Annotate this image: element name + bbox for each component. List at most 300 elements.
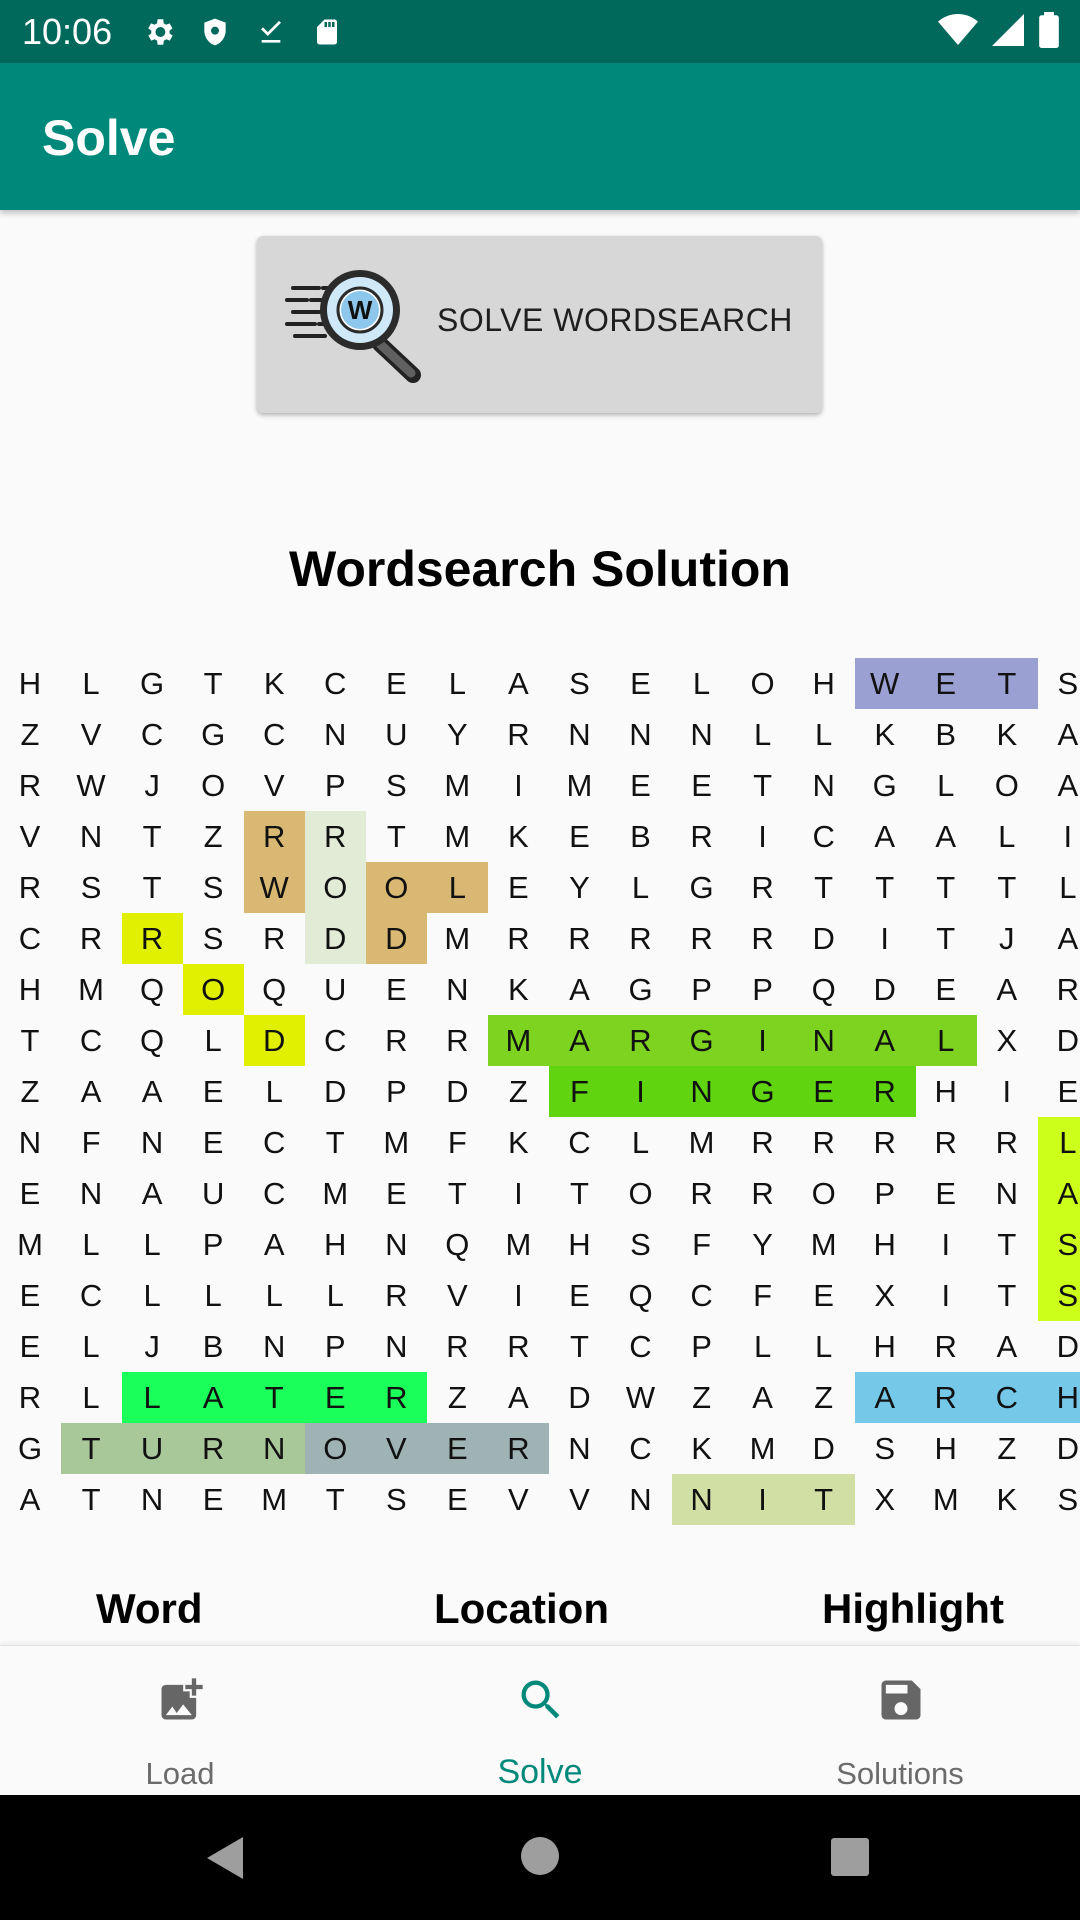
download-done-icon — [252, 13, 290, 51]
grid-cell: M — [322, 1176, 350, 1211]
grid-cell: L — [937, 768, 956, 803]
grid-cell: R — [873, 1125, 897, 1160]
grid-cell: N — [79, 819, 104, 854]
grid-cell: I — [1002, 1074, 1013, 1109]
grid-cell: R — [934, 1329, 958, 1364]
grid-cell: E — [202, 1125, 225, 1160]
grid-cell: N — [568, 1431, 592, 1466]
grid-cell: P — [324, 768, 347, 803]
grid-cell: V — [569, 1482, 591, 1517]
grid-cell: N — [812, 1023, 836, 1058]
grid-cell: A — [874, 819, 897, 854]
grid-cell: R — [1056, 972, 1080, 1007]
grid-cell: O — [323, 1431, 349, 1466]
grid-cell: P — [691, 1329, 713, 1364]
grid-cell: A — [1057, 768, 1080, 803]
grid-cell: R — [385, 1380, 409, 1415]
grid-cell: B — [202, 1329, 225, 1364]
grid-cell: L — [631, 870, 651, 905]
grid-cell: R — [324, 819, 348, 854]
grid-cell: E — [813, 1278, 835, 1313]
grid-cell: E — [569, 819, 591, 854]
grid-cell: M — [505, 1227, 533, 1262]
grid-cell: H — [812, 666, 836, 701]
grid-cell: A — [141, 1176, 164, 1211]
grid-cell: R — [79, 921, 104, 956]
grid-cell: M — [261, 1482, 289, 1517]
grid-cell: F — [753, 1278, 774, 1313]
grid-cell: S — [630, 1227, 652, 1262]
grid-cell: I — [514, 1278, 524, 1313]
grid-cell: C — [995, 1380, 1019, 1415]
wordsearch-grid — [0, 658, 1080, 1524]
grid-cell: L — [82, 1380, 101, 1415]
grid-cell: O — [994, 768, 1020, 803]
grid-cell: V — [19, 819, 42, 854]
grid-cell: A — [80, 1074, 103, 1109]
grid-cell: K — [874, 717, 897, 752]
grid-cell: R — [18, 1380, 43, 1415]
grid-cell: R — [18, 768, 43, 803]
grid-cell: L — [631, 1125, 651, 1160]
grid-cell: K — [996, 1482, 1019, 1517]
grid-cell: W — [625, 1380, 657, 1415]
grid-cell: L — [815, 1329, 834, 1364]
grid-cell: N — [995, 1176, 1019, 1211]
grid-cell: R — [751, 870, 775, 905]
search-icon — [515, 1674, 567, 1726]
grid-cell: C — [262, 1125, 287, 1160]
grid-cell: A — [996, 1329, 1019, 1364]
grid-cell: Q — [445, 1227, 471, 1262]
grid-cell: A — [263, 1227, 286, 1262]
grid-cell: H — [1056, 1380, 1080, 1415]
grid-cell: Y — [447, 717, 469, 752]
grid-cell: N — [262, 1431, 287, 1466]
grid-cell: R — [751, 921, 775, 956]
grid-cell: R — [446, 1023, 470, 1058]
grid-cell: A — [996, 972, 1019, 1007]
grid-cell: A — [1057, 921, 1080, 956]
grid-cell: E — [935, 666, 958, 701]
grid-cell: E — [385, 1176, 408, 1211]
grid-cell: R — [690, 921, 714, 956]
grid-cell: M — [932, 1482, 960, 1517]
grid-cell: T — [81, 1482, 102, 1517]
grid-cell: D — [812, 921, 836, 956]
grid-cell: W — [259, 870, 290, 905]
grid-cell: L — [204, 1023, 223, 1058]
grid-cell: L — [937, 1023, 956, 1058]
grid-cell: O — [750, 666, 776, 701]
grid-cell: N — [690, 717, 714, 752]
grid-cell: E — [447, 1482, 469, 1517]
grid-cell: Q — [140, 972, 166, 1007]
grid-cell: R — [507, 717, 531, 752]
grid-cell: G — [201, 717, 227, 752]
nav-label-solutions: Solutions — [836, 1756, 964, 1791]
grid-cell: J — [144, 768, 161, 803]
grid-cell: I — [941, 1278, 952, 1313]
grid-cell: E — [324, 1380, 347, 1415]
nav-label-load: Load — [145, 1756, 215, 1791]
grid-cell: C — [262, 717, 287, 752]
grid-cell: O — [201, 972, 227, 1007]
grid-cell: E — [1057, 1074, 1080, 1109]
grid-cell: J — [999, 921, 1016, 956]
app-bar — [0, 63, 1080, 210]
grid-cell: F — [692, 1227, 713, 1262]
grid-cell: S — [874, 1431, 897, 1466]
grid-cell: T — [20, 1023, 41, 1058]
column-header-word: Word — [96, 1585, 203, 1632]
grid-cell: E — [19, 1329, 42, 1364]
grid-cell: E — [630, 768, 652, 803]
grid-cell: R — [385, 1278, 409, 1313]
grid-cell: R — [446, 1329, 470, 1364]
grid-cell: H — [934, 1431, 958, 1466]
grid-cell: E — [813, 1074, 835, 1109]
grid-cell: D — [812, 1431, 836, 1466]
grid-cell: R — [201, 1431, 226, 1466]
back-icon[interactable] — [203, 1835, 247, 1881]
grid-cell: I — [514, 768, 524, 803]
grid-cell: C — [629, 1431, 653, 1466]
grid-cell: V — [263, 768, 286, 803]
grid-cell: H — [324, 1227, 348, 1262]
grid-cell: X — [874, 1278, 897, 1313]
grid-cell: P — [691, 972, 713, 1007]
grid-cell: U — [385, 717, 409, 752]
grid-cell: G — [689, 870, 715, 905]
grid-cell: I — [514, 1176, 524, 1211]
grid-cell: L — [82, 1329, 101, 1364]
grid-cell: D — [873, 972, 897, 1007]
grid-cell: D — [324, 921, 348, 956]
grid-cell: M — [444, 921, 472, 956]
grid-cell: V — [508, 1482, 530, 1517]
grid-cell: R — [507, 1431, 531, 1466]
grid-cell: P — [752, 972, 774, 1007]
grid-cell: M — [383, 1125, 411, 1160]
grid-cell: S — [385, 1482, 408, 1517]
grid-cell: L — [753, 1329, 773, 1364]
grid-cell: H — [18, 972, 43, 1007]
grid-cell: A — [1057, 717, 1080, 752]
grid-cell: A — [874, 1023, 897, 1058]
grid-cell: L — [1059, 1125, 1078, 1160]
grid-cell: V — [80, 717, 103, 752]
system-navigation-bar — [0, 1795, 1080, 1920]
grid-cell: N — [690, 1074, 714, 1109]
grid-cell: N — [568, 717, 592, 752]
grid-cell: N — [629, 1482, 653, 1517]
grid-cell: D — [262, 1023, 287, 1058]
grid-cell: Z — [20, 1074, 41, 1109]
grid-cell: T — [997, 1227, 1018, 1262]
add-photo-icon — [155, 1674, 207, 1726]
grid-cell: E — [385, 666, 408, 701]
grid-cell: P — [385, 1074, 408, 1109]
grid-cell: A — [1057, 1176, 1080, 1211]
grid-cell: C — [140, 717, 165, 752]
grid-cell: R — [873, 1074, 897, 1109]
grid-cell: C — [79, 1278, 104, 1313]
svg-text:W: W — [347, 295, 373, 325]
grid-cell: I — [758, 1482, 768, 1517]
grid-cell: R — [934, 1125, 958, 1160]
grid-cell: Z — [447, 1380, 468, 1415]
grid-cell: E — [508, 870, 530, 905]
grid-cell: G — [689, 1023, 715, 1058]
grid-cell: E — [19, 1176, 42, 1211]
wifi-icon — [938, 13, 978, 52]
grid-cell: N — [629, 717, 653, 752]
grid-cell: R — [629, 921, 653, 956]
grid-cell: C — [324, 666, 348, 701]
grid-cell: A — [508, 666, 530, 701]
grid-cell: S — [385, 768, 408, 803]
grid-cell: D — [1056, 1023, 1080, 1058]
grid-cell: R — [751, 1176, 775, 1211]
grid-cell: R — [995, 1125, 1019, 1160]
grid-cell: K — [263, 666, 286, 701]
magnifier-w-icon — [275, 262, 435, 392]
grid-cell: R — [385, 1023, 409, 1058]
grid-cell: M — [749, 1431, 777, 1466]
grid-cell: R — [690, 819, 714, 854]
grid-cell: O — [811, 1176, 837, 1211]
grid-cell: X — [874, 1482, 897, 1517]
grid-cell: T — [386, 819, 407, 854]
grid-cell: E — [935, 1176, 958, 1211]
grid-cell: I — [941, 1227, 952, 1262]
column-header-location: Location — [434, 1585, 609, 1632]
grid-cell: T — [936, 921, 957, 956]
grid-cell: C — [690, 1278, 714, 1313]
grid-cell: A — [569, 1023, 591, 1058]
grid-cell: T — [325, 1125, 346, 1160]
grid-cell: D — [385, 921, 409, 956]
grid-cell: E — [385, 972, 408, 1007]
grid-cell: A — [935, 819, 958, 854]
grid-cell: T — [997, 870, 1018, 905]
grid-cell: R — [690, 1176, 714, 1211]
grid-cell: N — [446, 972, 470, 1007]
grid-cell: Z — [692, 1380, 713, 1415]
grid-cell: Q — [811, 972, 837, 1007]
grid-cell: Z — [20, 717, 41, 752]
grid-cell: J — [144, 1329, 161, 1364]
grid-cell: R — [140, 921, 165, 956]
grid-cell: T — [142, 870, 163, 905]
grid-cell: S — [1057, 1482, 1080, 1517]
grid-cell: D — [568, 1380, 592, 1415]
grid-cell: I — [758, 1023, 768, 1058]
grid-cell: E — [630, 666, 652, 701]
grid-cell: T — [264, 1380, 285, 1415]
grid-cell: M — [566, 768, 594, 803]
grid-cell: R — [934, 1380, 958, 1415]
grid-cell: T — [81, 1431, 102, 1466]
grid-cell: L — [143, 1227, 162, 1262]
grid-cell: L — [82, 666, 101, 701]
grid-cell: E — [569, 1278, 591, 1313]
grid-cell: Q — [140, 1023, 166, 1058]
grid-cell: F — [447, 1125, 468, 1160]
grid-cell: Y — [752, 1227, 774, 1262]
grid-cell: R — [262, 819, 287, 854]
grid-cell: N — [140, 1125, 165, 1160]
grid-cell: R — [568, 921, 592, 956]
grid-cell: S — [1057, 1227, 1080, 1262]
solve-wordsearch-label: SOLVE WORDSEARCH — [437, 302, 793, 338]
recents-icon[interactable] — [830, 1837, 870, 1877]
grid-cell: P — [202, 1227, 225, 1262]
grid-cell: S — [202, 870, 225, 905]
grid-cell: O — [323, 870, 349, 905]
grid-cell: D — [324, 1074, 348, 1109]
grid-cell: B — [630, 819, 652, 854]
grid-cell: P — [324, 1329, 347, 1364]
grid-cell: N — [324, 717, 348, 752]
grid-cell: G — [17, 1431, 44, 1466]
grid-cell: E — [202, 1482, 225, 1517]
grid-cell: E — [202, 1074, 225, 1109]
grid-cell: A — [202, 1380, 225, 1415]
grid-cell: T — [325, 1482, 346, 1517]
grid-cell: D — [1056, 1329, 1080, 1364]
grid-cell: R — [262, 921, 287, 956]
grid-cell: M — [688, 1125, 716, 1160]
grid-cell: Z — [997, 1431, 1018, 1466]
grid-cell: Y — [569, 870, 591, 905]
grid-cell: G — [872, 768, 898, 803]
grid-cell: T — [997, 666, 1018, 701]
grid-cell: N — [18, 1125, 43, 1160]
grid-cell: R — [18, 870, 43, 905]
grid-cell: R — [629, 1023, 653, 1058]
status-bar — [0, 0, 1080, 63]
grid-cell: S — [569, 666, 591, 701]
grid-cell: R — [507, 921, 531, 956]
bottom-navigation — [0, 1645, 1080, 1796]
gear-icon — [140, 13, 178, 51]
grid-cell: H — [873, 1227, 897, 1262]
grid-cell: T — [142, 819, 163, 854]
grid-cell: R — [812, 1125, 836, 1160]
grid-cell: N — [385, 1329, 409, 1364]
grid-cell: T — [569, 1329, 590, 1364]
grid-cell: M — [444, 819, 472, 854]
grid-cell: T — [814, 870, 835, 905]
grid-cell: C — [324, 1023, 348, 1058]
grid-cell: N — [140, 1482, 165, 1517]
grid-cell: L — [448, 870, 467, 905]
grid-cell: O — [628, 1176, 654, 1211]
grid-cell: L — [998, 819, 1017, 854]
grid-cell: C — [79, 1023, 104, 1058]
nav-item-solutions[interactable] — [750, 1646, 1050, 1796]
grid-cell: U — [201, 1176, 226, 1211]
grid-cell: T — [997, 1278, 1018, 1313]
home-icon[interactable] — [519, 1835, 561, 1877]
grid-cell: X — [996, 1023, 1019, 1058]
battery-icon — [1038, 12, 1060, 53]
grid-cell: I — [1063, 819, 1074, 854]
grid-cell: Q — [262, 972, 288, 1007]
grid-cell: R — [751, 1125, 775, 1160]
grid-cell: L — [204, 1278, 223, 1313]
grid-cell: N — [385, 1227, 409, 1262]
grid-cell: D — [1056, 1431, 1080, 1466]
sd-card-icon — [308, 13, 346, 51]
grid-cell: N — [79, 1176, 104, 1211]
grid-cell: W — [870, 666, 901, 701]
grid-cell: L — [265, 1278, 284, 1313]
grid-cell: A — [752, 1380, 774, 1415]
grid-cell: G — [750, 1074, 776, 1109]
grid-cell: L — [143, 1278, 162, 1313]
column-header-highlight: Highlight — [822, 1585, 1004, 1632]
grid-cell: T — [814, 1482, 835, 1517]
solution-heading: Wordsearch Solution — [289, 541, 791, 597]
grid-cell: T — [936, 870, 957, 905]
grid-cell: A — [569, 972, 591, 1007]
shield-icon — [196, 13, 234, 51]
grid-cell: L — [692, 666, 712, 701]
nav-item-solve[interactable] — [390, 1646, 690, 1796]
grid-cell: S — [80, 870, 103, 905]
grid-cell: K — [508, 819, 530, 854]
grid-cell: C — [262, 1176, 287, 1211]
grid-cell: I — [880, 921, 890, 956]
grid-cell: I — [758, 819, 768, 854]
grid-cell: Z — [814, 1380, 835, 1415]
grid-cell: C — [812, 819, 836, 854]
grid-cell: U — [324, 972, 348, 1007]
grid-cell: H — [934, 1074, 958, 1109]
grid-cell: T — [447, 1176, 468, 1211]
nav-item-load[interactable] — [30, 1646, 330, 1796]
grid-cell: K — [996, 717, 1019, 752]
grid-cell: L — [1059, 870, 1078, 905]
grid-cell: H — [568, 1227, 592, 1262]
grid-cell: K — [508, 972, 530, 1007]
solve-wordsearch-button[interactable] — [257, 236, 822, 413]
grid-cell: S — [1057, 1278, 1080, 1313]
grid-cell: U — [140, 1431, 165, 1466]
grid-cell: T — [569, 1176, 590, 1211]
grid-cell: H — [18, 666, 43, 701]
grid-cell: S — [1057, 666, 1080, 701]
grid-cell: C — [18, 921, 43, 956]
grid-cell: N — [262, 1329, 287, 1364]
grid-cell: L — [326, 1278, 345, 1313]
grid-cell: O — [384, 870, 410, 905]
grid-cell: I — [636, 1074, 646, 1109]
grid-cell: K — [691, 1431, 713, 1466]
grid-cell: S — [202, 921, 225, 956]
grid-cell: D — [446, 1074, 470, 1109]
grid-cell: L — [265, 1074, 284, 1109]
grid-cell: W — [76, 768, 107, 803]
grid-cell: C — [629, 1329, 653, 1364]
grid-cell: B — [935, 717, 958, 752]
grid-cell: M — [810, 1227, 838, 1262]
grid-cell: M — [17, 1227, 44, 1262]
grid-cell: M — [505, 1023, 533, 1058]
